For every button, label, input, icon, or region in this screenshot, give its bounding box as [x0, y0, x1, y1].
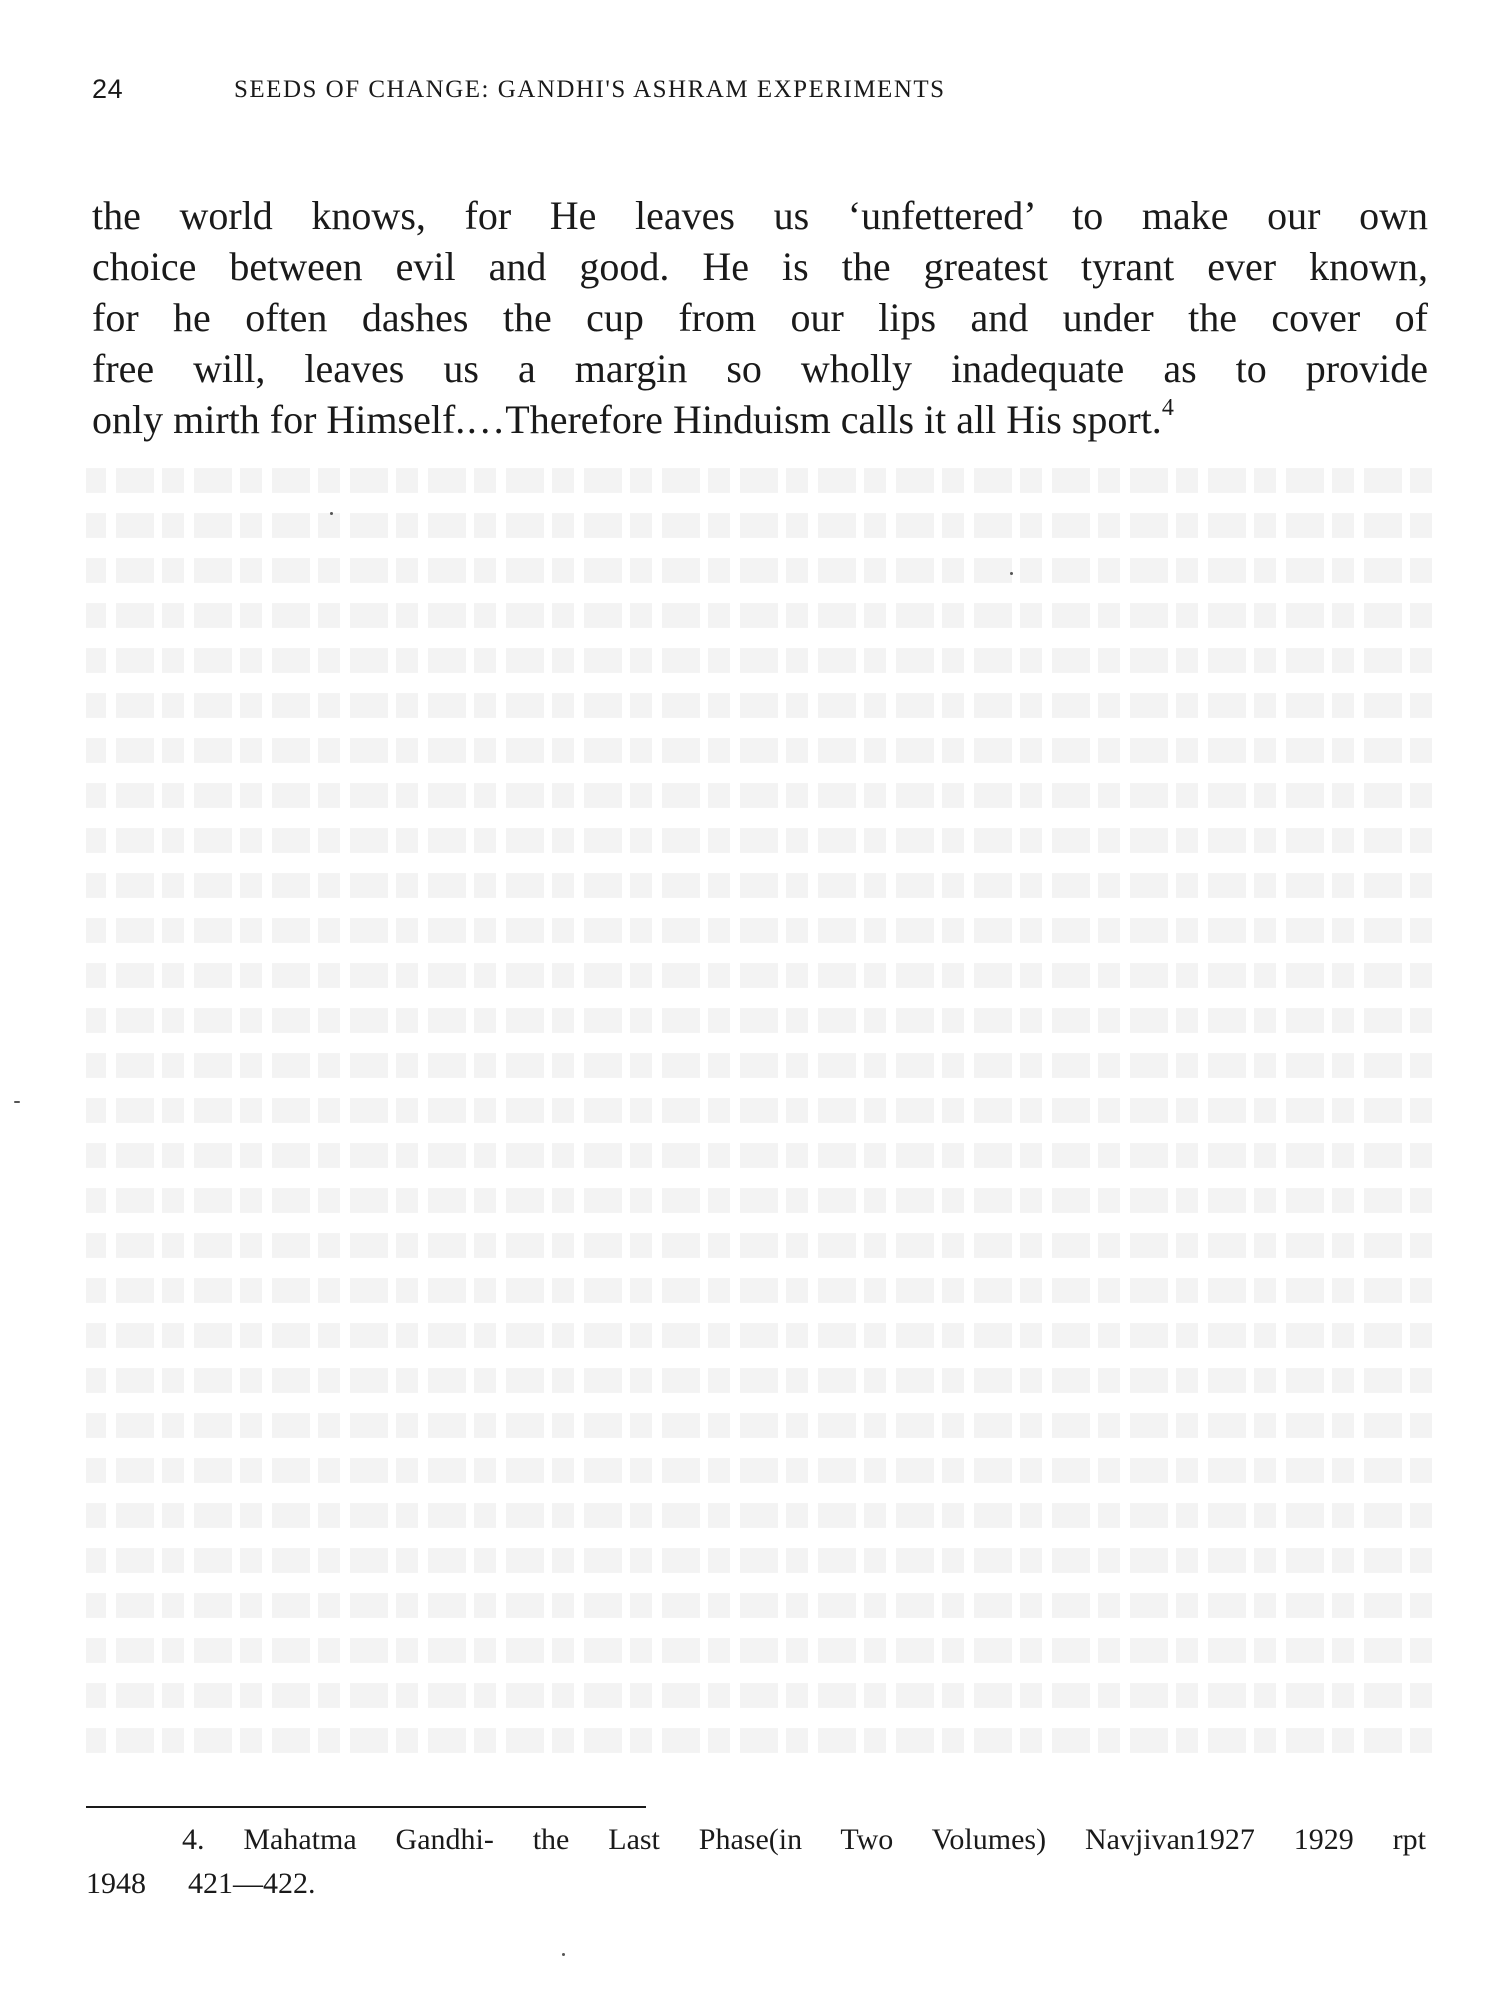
body-line: choice between evil and good. He is the greatest tyrant ever known,	[92, 244, 1428, 289]
scan-speck	[330, 512, 333, 515]
running-header	[92, 74, 1422, 114]
show-through-text	[86, 458, 1432, 1798]
body-line: free will, leaves us a margin so wholly inadequate as to provide	[92, 346, 1428, 391]
footnote-divider	[86, 1806, 646, 1808]
footnote-reference[interactable]: 4	[1161, 395, 1174, 421]
scan-speck	[14, 1101, 20, 1103]
body-line: for he often dashes the cup from our lips and under the cover of	[92, 295, 1428, 340]
footnote-year: 1948	[86, 1867, 146, 1900]
footnote-text: 4. Mahatma Gandhi- the Last Phase(in Two Volumes) Navjivan1927 1929 rpt	[182, 1823, 1426, 1856]
body-paragraph	[92, 190, 1428, 445]
scan-speck	[1010, 572, 1013, 575]
scan-speck	[562, 1953, 565, 1956]
body-line-last	[92, 394, 1428, 445]
page-number: 24	[92, 74, 124, 104]
footnote	[86, 1818, 1426, 1906]
footnote-pages: 421—422.	[188, 1867, 316, 1900]
body-line-text: only mirth for Himself.…Therefore Hinduism calls it all His sport.	[92, 397, 1162, 442]
footnote-continuation	[86, 1862, 1426, 1906]
book-title: SEEDS OF CHANGE: GANDHI'S ASHRAM EXPERIMENTS	[234, 76, 946, 103]
body-line: the world knows, for He leaves us ‘unfettered’ to make our own	[92, 193, 1428, 238]
